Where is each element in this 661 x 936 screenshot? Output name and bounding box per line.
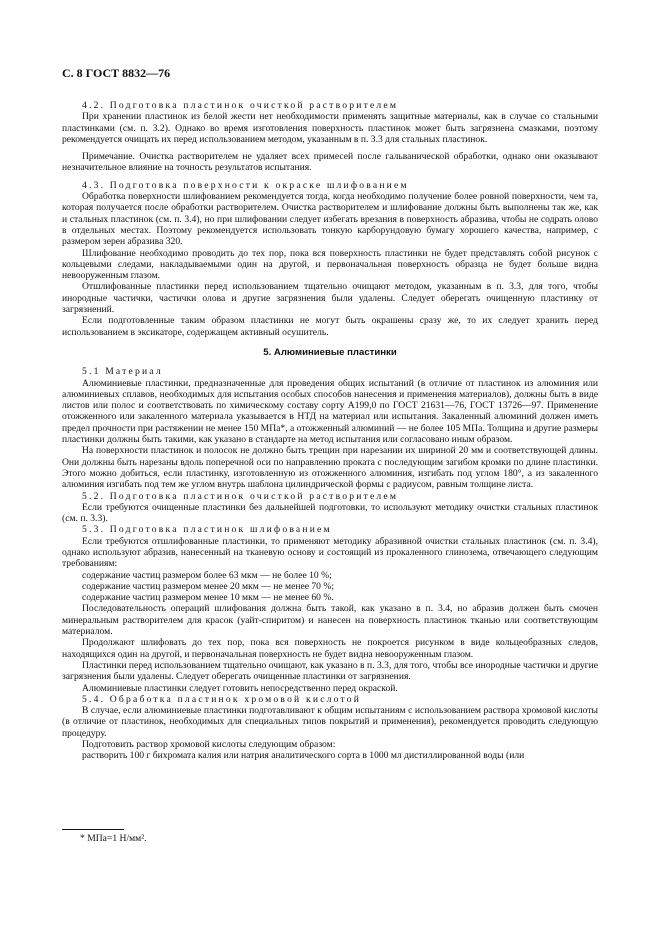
paragraph: Алюминиевые пластинки следует готовить непосредственно перед окраской. xyxy=(82,682,398,694)
paragraph: Отшлифованные пластинки перед использованием тщательно очищают методом, указанным в п. 3.3, для того, чтобы инородные частички, частички олова и другие загрязнения были удалены. Следует оберегать очищенную пластинку от загрязнений. xyxy=(62,281,598,316)
paragraph: В случае, если алюминиевые пластинки подготавливают к общим испытаниям с использованием раствора хромовой кислоты (в отличие от пластинок, необходимых для специальных типов покрытий и применения), рекомендуется проводить следующую процедуру. xyxy=(62,705,598,739)
subsection-heading-4-3: 4.3. Подготовка поверхности к окраске шлифованием xyxy=(82,179,409,191)
paragraph: Алюминиевые пластинки, предназначенные для проведения общих испытаний (в отличие от пластинок из алюминия или алюминиевых сплавов, необходимых для испытания особых способов нанесения и применения материалов), должны быть в виде листов или полос и соответствовать по химическому составу сорту А199,0 по ГОСТ 21631—76, ГОСТ 13726—97. Применение отожженного или закаленного материала указывается в НТД на материал или испытания. Закаленный алюминий должен иметь предел прочности при растяжении не менее 150 МПа*, а отожженный алюминий — не более 105 МПа. Толщина и другие размеры пластинки должны быть такими, как указано в стандарте на метод испытания или согласовано иным образом. xyxy=(62,377,598,446)
paragraph: Обработка поверхности шлифованием рекомендуется тогда, когда необходимо получение более ровной поверхности, чем та, которая получается после обработки растворителем. Очистка растворителем и шлифование должны быть выполнены так же, как и стальных пластинок (см. п. 3.4), но при шлифовании следует избегать врезания в поверхность абразива, чтобы не содрать олово в отдельных местах. Поэтому рекомендуется использовать тонкую карборундовую бумагу хорошего качества, например, с размером зерен абразива 320. xyxy=(62,191,598,248)
paragraph: На поверхности пластинок и полосок не должно быть трещин при нарезании их шириной 20 мм и соответствующей длины. Они должны быть нарезаны вдоль поперечной оси по направлению проката с последующим загибом кромки по длине пластинки. Этого можно добиться, если пластинку, изготовленную из отожженного алюминия, изгибать под углом 180°, а из закаленного алюминия изгибать под тем же углом внутрь шаблона цилиндрической формы с радиусом, равным толщине листа. xyxy=(62,445,598,491)
subsection-heading-5-4: 5.4. Обработка пластинок хромовой кислотой xyxy=(82,693,362,705)
page-header: С. 8 ГОСТ 8832—76 xyxy=(62,66,171,80)
subsection-heading-5-1: 5.1 Материал xyxy=(82,366,163,378)
subsection-heading-5-2: 5.2. Подготовка пластинок очисткой растворителем xyxy=(82,490,399,502)
paragraph: Последовательность операций шлифования должна быть такой, как указано в п. 3.4, но абразив должен быть смочен минеральным растворителем для красок (уайт-спиритом) и нанесен на поверхность пластинок тканью или соответствующим материалом. xyxy=(62,603,598,638)
list-item: содержание частиц размером более 63 мкм — не более 10 %; xyxy=(82,569,332,581)
subsection-heading-5-3: 5.3. Подготовка пластинок шлифованием xyxy=(82,524,332,536)
paragraph: Продолжают шлифовать до тех пор, пока вся поверхность не покроется рисунком в виде кольцеобразных следов, находящихся один на другой, и первоначальная поверхность не будет видна невооруженным глазом. xyxy=(62,637,598,660)
list-item: содержание частиц размером менее 20 мкм — не менее 70 %; xyxy=(82,580,335,592)
paragraph: Пластинки перед использованием тщательно очищают, как указано в п. 3.3, для того, чтобы все инородные частички и другие загрязнения были удалены. Следует оберегать очищенные пластинки от загрязнения. xyxy=(62,659,598,683)
paragraph: При хранении пластинок из белой жести нет необходимости применять защитные материалы, как в случае со стальными пластинками (см. п. 3.2). Однако во время изготовления поверхность пластинок может быть загрязнена смазками, поэтому рекомендуется очищать их перед использованием методом, указанным в п. 3.3 для стальных пластинок. xyxy=(62,111,598,145)
paragraph: растворить 100 г бихромата калия или натрия аналитического сорта в 1000 мл дистиллированной воды (или xyxy=(82,750,525,762)
paragraph: Подготовить раствор хромовой кислоты следующим образом: xyxy=(82,739,336,751)
footnote-divider xyxy=(62,829,124,830)
note-paragraph: Примечание. Очистка растворителем не удаляет всех примесей после гальванической обработки, однако они оказывают незначительное влияние на точность результатов испытания. xyxy=(62,151,598,174)
subsection-heading-4-2: 4.2. Подготовка пластинок очисткой растворителем xyxy=(82,100,399,111)
paragraph: Если подготовленные таким образом пластинки не могут быть окрашены сразу же, то их следует хранить перед использованием в эксикаторе, содержащем активный осушитель. xyxy=(62,315,598,338)
footnote: * МПа=1 Н/мм². xyxy=(80,833,147,844)
document-body xyxy=(62,100,598,762)
paragraph: Если требуются отшлифованные пластинки, то применяют методику абразивной очистки стальных пластинок (см. п. 3.4), однако используют абразив, нанесенный на тканевую основу и состоящий из прокаленного глинозема, отвечающего следующим требованиям: xyxy=(62,535,598,570)
paragraph: Если требуются очищенные пластинки без дальнейшей подготовки, то используют методику очистки стальных пластинок (см. п. 3.3). xyxy=(62,501,598,525)
section-title-5: 5. Алюминиевые пластинки xyxy=(263,346,397,358)
paragraph: Шлифование необходимо проводить до тех пор, пока вся поверхность пластинки не будет представлять собой рисунок с кольцевыми следами, накладываемыми один на другой, и первоначальная поверхность образца не будет больше видна невооруженным глазом. xyxy=(62,247,598,282)
list-item: содержание частиц размером менее 10 мкм — не менее 60 %. xyxy=(82,592,334,604)
